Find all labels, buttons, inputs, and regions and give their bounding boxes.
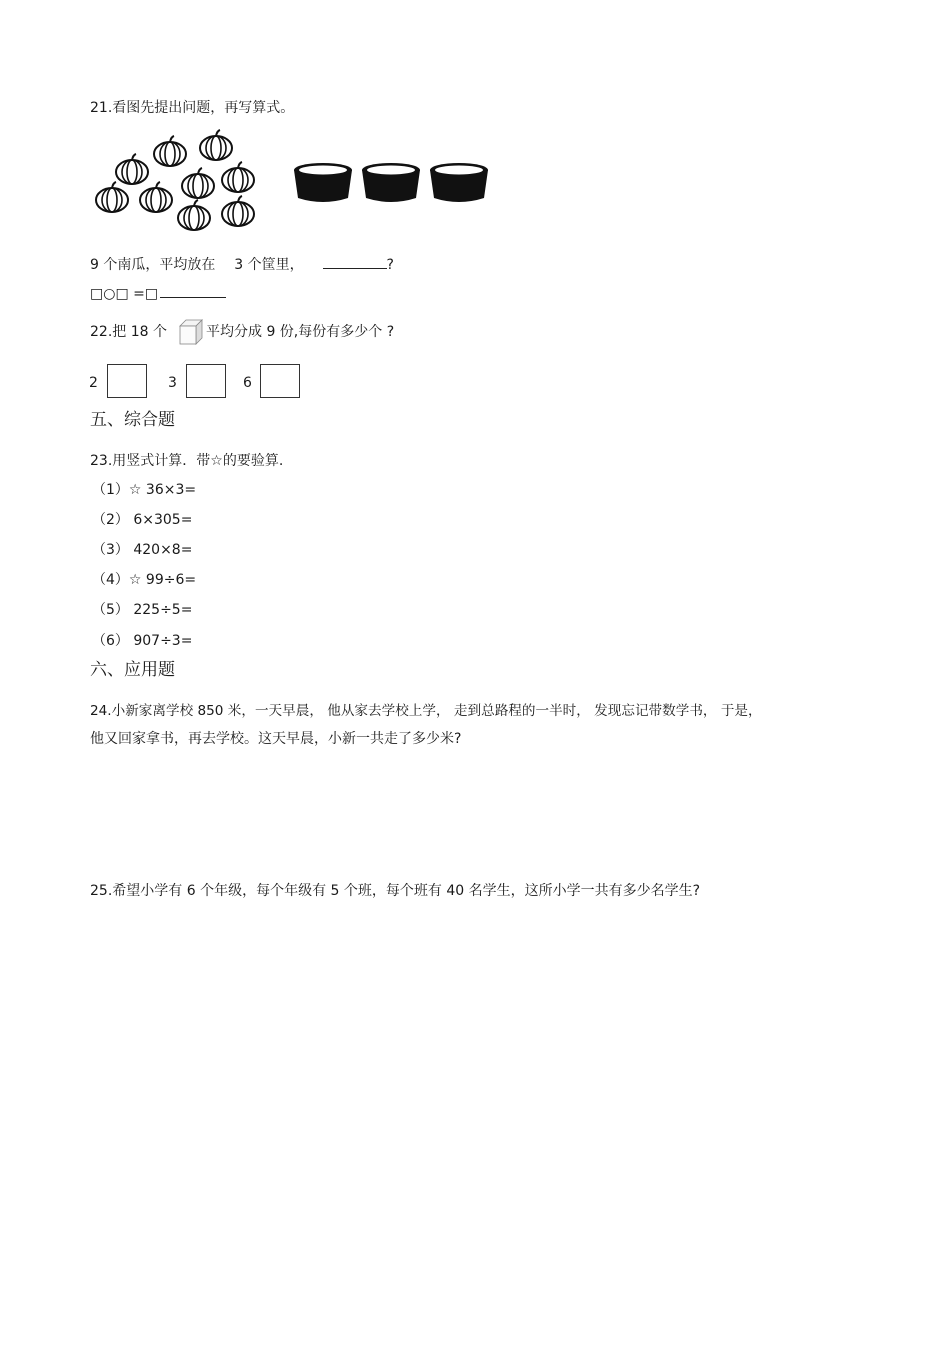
pumpkin-icon [96, 182, 128, 212]
q22-option-label-2: 3 [168, 375, 177, 391]
q23-item-4: （4）☆ 99÷6= [92, 572, 197, 588]
basket-icon [294, 163, 352, 202]
pumpkin-icon [200, 130, 232, 160]
q22-answer-box-1[interactable] [107, 364, 147, 398]
q21-question-blank[interactable] [323, 254, 387, 269]
basket-icon [430, 163, 488, 202]
q23-item-2: （2） 6×305= [92, 512, 193, 528]
q23-item-6: （6） 907÷3= [92, 633, 193, 649]
q22-answer-box-3[interactable] [260, 364, 300, 398]
q21-line1-b: 3 个筐里， [234, 257, 304, 273]
section5-title: 五、综合题 [90, 410, 175, 430]
q21-line1-a: 9 个南瓜，平均放在 [90, 257, 216, 273]
pumpkin-icon [178, 200, 210, 230]
q22-option-label-3: 6 [243, 375, 252, 391]
q24-line2: 他又回家拿书，再去学校。这天早晨，小新一共走了多少米? [90, 731, 462, 747]
cube-icon [178, 318, 204, 346]
pumpkin-icon [116, 154, 148, 184]
basket-icon [362, 163, 420, 202]
q23-item-5: （5） 225÷5= [92, 602, 193, 618]
q23-item-1: （1）☆ 36×3= [92, 482, 197, 498]
pumpkin-icon [182, 168, 214, 198]
q25-text: 25.希望小学有 6 个年级，每个年级有 5 个班，每个班有 40 名学生，这所小学一共有多少名学生? [90, 883, 701, 899]
q22-suffix: 平均分成 9 份,每份有多少个 ? [206, 324, 395, 340]
pumpkin-icon [222, 162, 254, 192]
basket-group [292, 160, 492, 210]
q22-answer-box-2[interactable] [186, 364, 226, 398]
q21-line1-end: ? [386, 257, 394, 273]
q22-option-label-1: 2 [89, 375, 98, 391]
pumpkin-group [90, 128, 265, 238]
q22-prefix: 22.把 18 个 [90, 324, 167, 340]
pumpkin-icon [154, 136, 186, 166]
pumpkin-icon [222, 196, 254, 226]
section6-title: 六、应用题 [90, 660, 175, 680]
q21-formula: □○□ =□ [90, 286, 159, 302]
q23-item-3: （3） 420×8= [92, 542, 193, 558]
q23-question: 23.用竖式计算．带☆的要验算. [90, 453, 284, 469]
q21-formula-line [90, 283, 226, 304]
q21-question: 21.看图先提出问题，再写算式。 [90, 100, 295, 116]
pumpkin-icon [140, 182, 172, 212]
q21-formula-blank[interactable] [160, 283, 226, 298]
q24-line1: 24.小新家离学校 850 米，一天早晨， 他从家去学校上学， 走到总路程的一半时， 发现忘记带数学书， 于是， [90, 703, 762, 719]
q21-line1 [90, 254, 394, 275]
